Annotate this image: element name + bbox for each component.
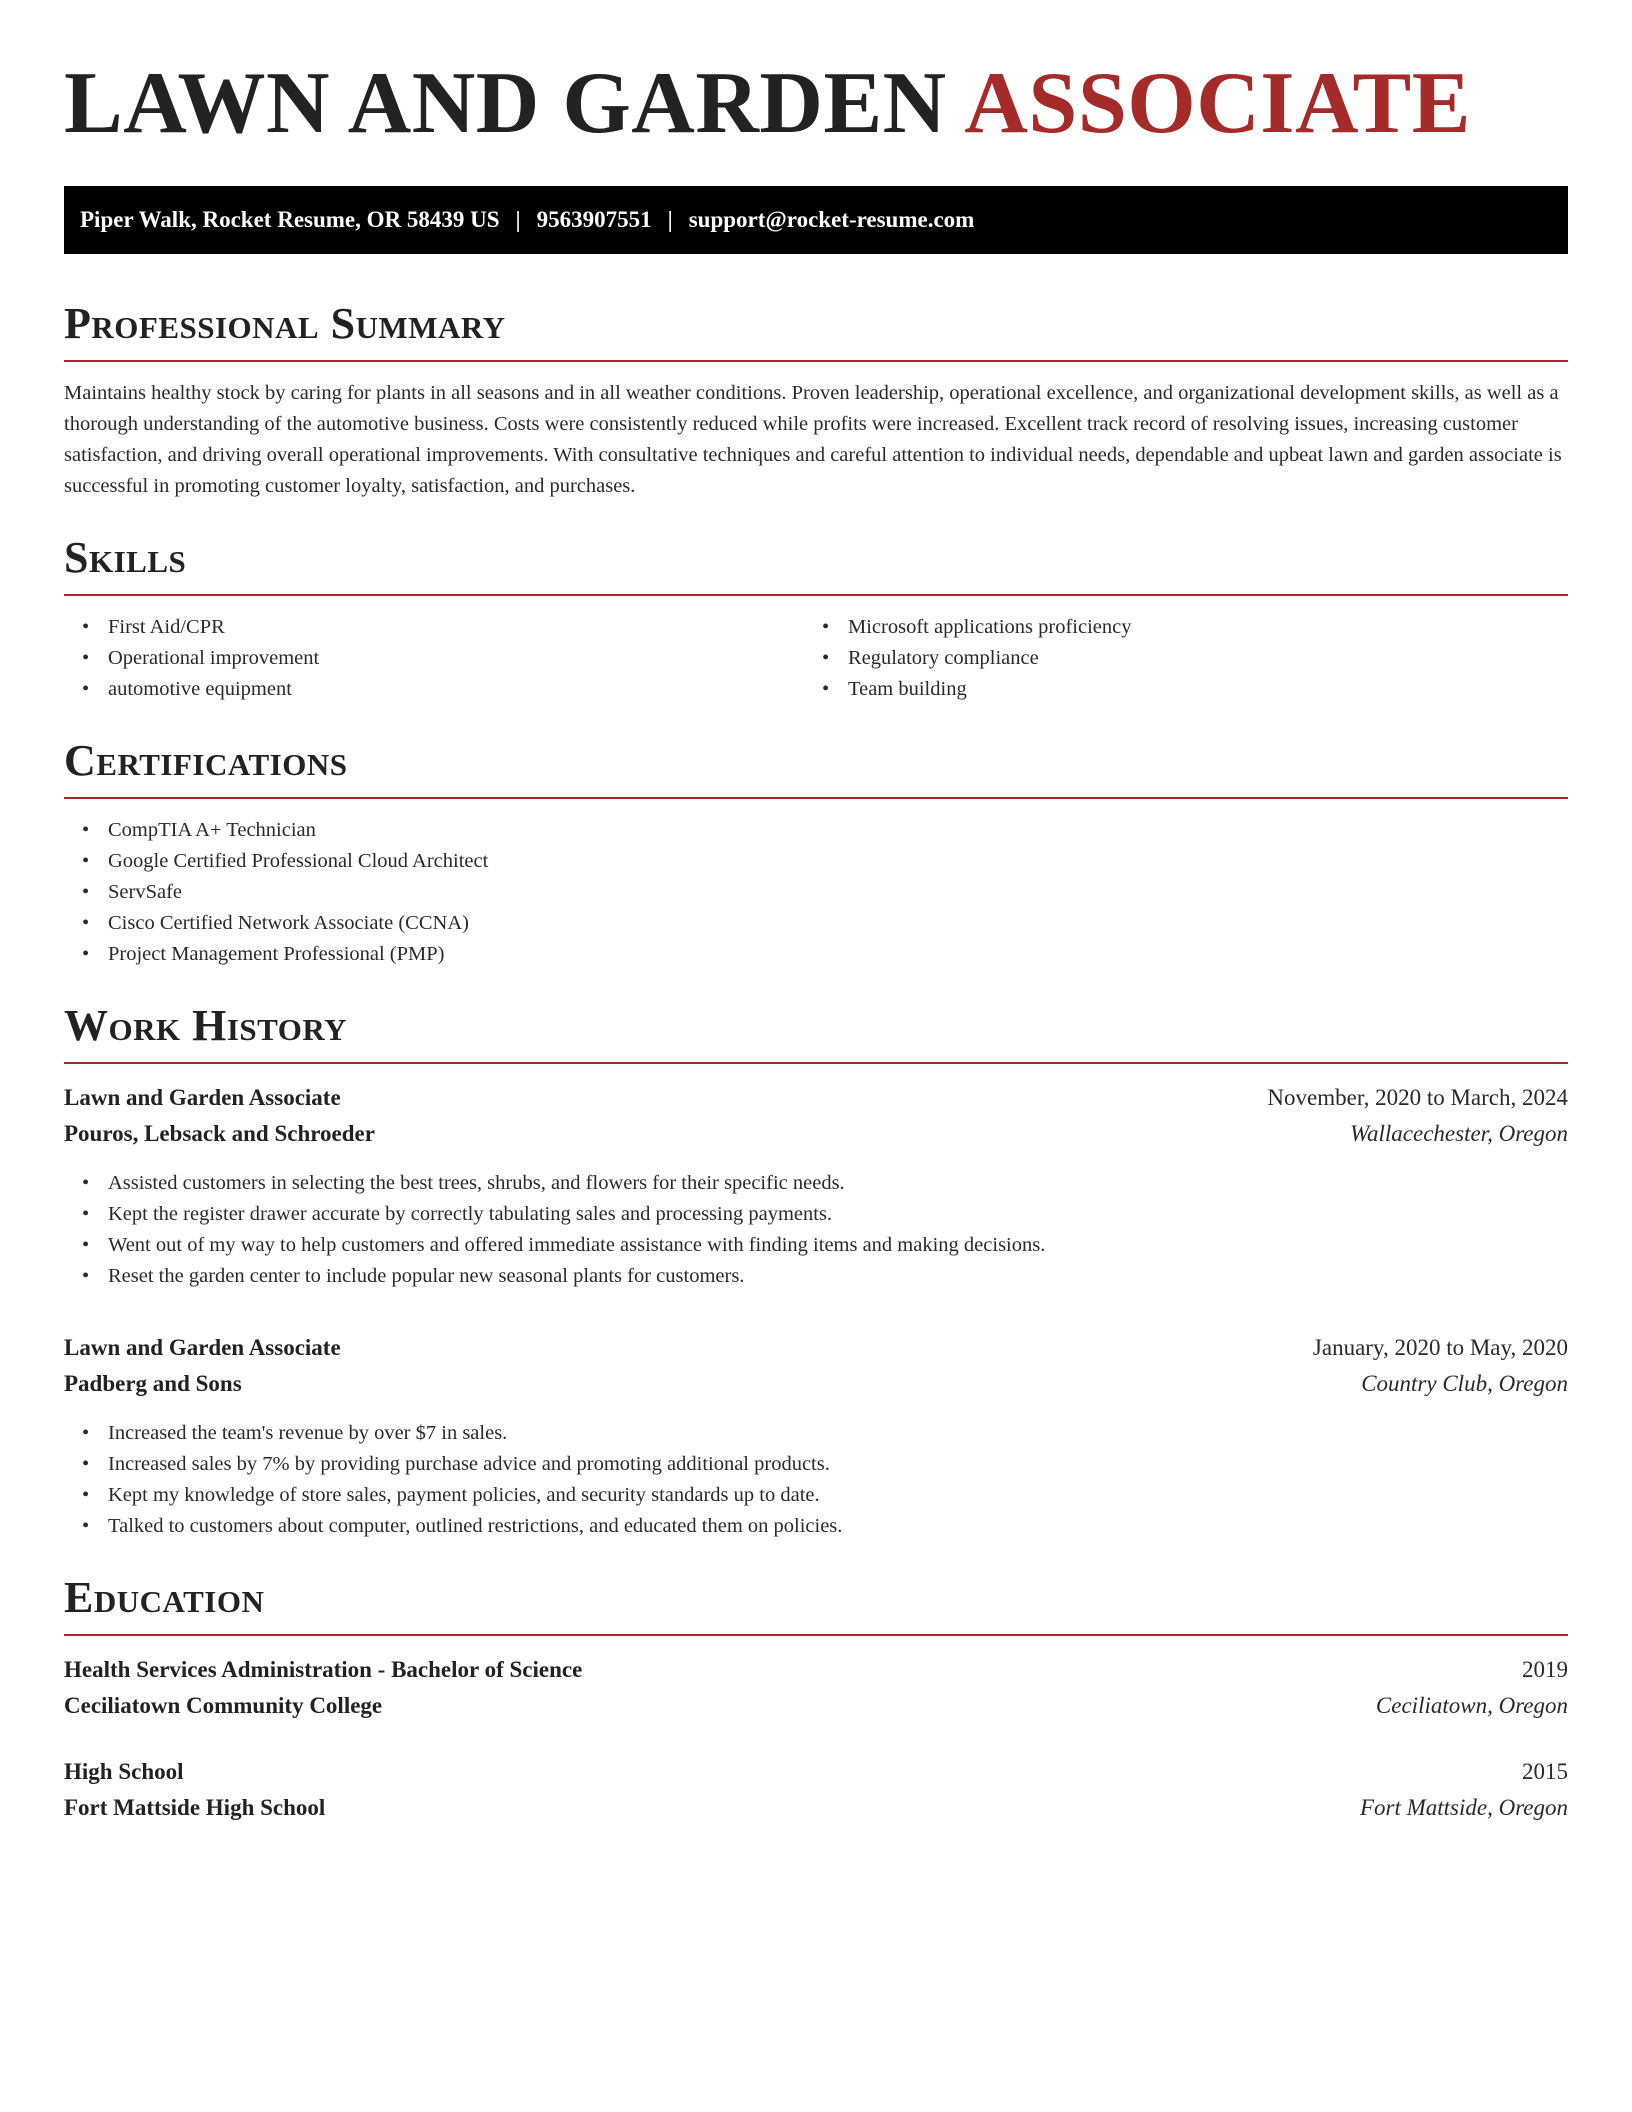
job-entry [64,1080,1568,1292]
bullet-icon: • [82,943,90,965]
section-divider [64,594,1568,596]
job-bullets [64,1418,1568,1542]
certification-label: Google Certified Professional Cloud Architect [108,850,489,872]
education-school-row [64,1790,1568,1826]
certification-item [64,877,1568,908]
job-bullet-text: Reset the garden center to include popular new seasonal plants for customers. [108,1265,745,1287]
bullet-icon: • [82,819,90,841]
certification-item [64,846,1568,877]
section-divider [64,1634,1568,1636]
section-divider [64,1062,1568,1064]
job-bullet [64,1199,1568,1230]
job-header-row [64,1080,1568,1116]
education-school: Ceciliatown Community College [64,1693,383,1718]
job-entry [64,1330,1568,1542]
resume-title [64,56,1568,152]
bullet-icon: • [82,1234,90,1256]
bullet-icon: • [822,616,830,638]
job-dates: January, 2020 to May, 2020 [1312,1335,1568,1360]
job-bullet [64,1511,1568,1542]
bullet-icon: • [82,647,90,669]
section-heading-skills: Skills [64,533,187,582]
job-bullet-text: Increased the team's revenue by over $7 in sales. [108,1422,508,1444]
skills-list-right [804,612,1544,705]
bullet-icon: • [82,1172,90,1194]
skill-item [64,674,804,705]
job-bullet-text: Kept my knowledge of store sales, payment policies, and security standards up to date. [108,1484,820,1506]
title-accent: ASSOCIATE [964,55,1471,152]
job-bullet-text: Assisted customers in selecting the best trees, shrubs, and flowers for their specific needs. [108,1172,845,1194]
certification-item [64,908,1568,939]
bullet-icon: • [82,1484,90,1506]
skill-label: First Aid/CPR [108,616,225,638]
bullet-icon: • [82,850,90,872]
skill-item [64,612,804,643]
skill-item [804,612,1544,643]
contact-email: support@rocket-resume.com [688,207,975,232]
bullet-icon: • [822,647,830,669]
certification-label: Cisco Certified Network Associate (CCNA) [108,912,469,934]
education-location: Ceciliatown, Oregon [1375,1693,1568,1718]
job-bullet-text: Increased sales by 7% by providing purchase advice and promoting additional products. [108,1453,830,1475]
skill-label: Team building [848,678,967,700]
section-divider [64,360,1568,362]
job-header-row [64,1330,1568,1366]
job-company: Padberg and Sons [64,1371,242,1396]
bullet-icon: • [82,1422,90,1444]
job-bullet-text: Went out of my way to help customers and offered immediate assistance with finding items and making decisions. [108,1234,1046,1256]
job-title: Lawn and Garden Associate [64,1335,341,1360]
bullet-icon: • [82,1515,90,1537]
certification-label: ServSafe [108,881,183,903]
section-divider [64,797,1568,799]
certification-item [64,939,1568,970]
job-location: Country Club, Oregon [1361,1371,1568,1396]
job-company: Pouros, Lebsack and Schroeder [64,1121,375,1146]
skill-label: Operational improvement [108,647,320,669]
skill-item [804,643,1544,674]
contact-address: Piper Walk, Rocket Resume, OR 58439 US [80,207,500,232]
skills-list-left [64,612,804,705]
job-bullet [64,1418,1568,1449]
contact-separator: | [515,207,521,232]
job-bullet-text: Kept the register drawer accurate by correctly tabulating sales and processing payments. [108,1203,833,1225]
bullet-icon: • [82,881,90,903]
bullet-icon: • [82,1265,90,1287]
education-entry [64,1754,1568,1826]
skills-grid [64,612,1568,705]
certifications-list [64,815,1568,970]
work-history-section [64,1000,1568,1542]
certification-label: Project Management Professional (PMP) [108,943,445,965]
section-heading-education: Education [64,1573,265,1622]
education-school: Fort Mattside High School [64,1795,326,1820]
certification-label: CompTIA A+ Technician [108,819,316,841]
bullet-icon: • [82,678,90,700]
bullet-icon: • [82,1203,90,1225]
education-school-row [64,1688,1568,1724]
job-company-row [64,1366,1568,1402]
job-bullet [64,1261,1568,1292]
section-heading-work-history: Work History [64,1001,348,1050]
education-entry [64,1652,1568,1724]
job-bullet [64,1168,1568,1199]
certifications-section [64,735,1568,970]
title-main: LAWN AND GARDEN [64,55,947,152]
summary-section [64,298,1568,502]
education-degree-row [64,1652,1568,1688]
section-heading-summary: Professional Summary [64,299,506,348]
education-degree-row [64,1754,1568,1790]
skill-label: Microsoft applications proficiency [848,616,1132,638]
education-section [64,1572,1568,1826]
education-location: Fort Mattside, Oregon [1359,1795,1568,1820]
job-dates: November, 2020 to March, 2024 [1267,1085,1568,1110]
bullet-icon: • [82,616,90,638]
job-company-row [64,1116,1568,1152]
contact-separator: | [667,207,673,232]
skill-item [804,674,1544,705]
job-bullet [64,1480,1568,1511]
bullet-icon: • [822,678,830,700]
job-title: Lawn and Garden Associate [64,1085,341,1110]
skill-item [64,643,804,674]
skill-label: Regulatory compliance [848,647,1039,669]
education-degree: High School [64,1759,184,1784]
education-year: 2015 [1522,1759,1568,1784]
summary-text: Maintains healthy stock by caring for plants in all seasons and in all weather conditions. Proven leadership, operational excellence, and organizational development skills, as well as a thorough understanding of the automotive business. Costs were consistently reduced while profits were increased. Excellent track record of resolving issues, increasing customer satisfaction, and driving overall operational improvements. With consultative techniques and careful attention to individual needs, dependable and upbeat lawn and garden associate is successful in promoting customer loyalty, satisfaction, and purchases. [64,382,1562,497]
bullet-icon: • [82,1453,90,1475]
contact-bar [64,186,1568,254]
certification-item [64,815,1568,846]
education-year: 2019 [1522,1657,1568,1682]
job-bullet [64,1230,1568,1261]
skill-label: automotive equipment [108,678,292,700]
education-degree: Health Services Administration - Bachelor of Science [64,1657,583,1682]
skills-section [64,532,1568,705]
job-bullet-text: Talked to customers about computer, outlined restrictions, and educated them on policies. [108,1515,843,1537]
bullet-icon: • [82,912,90,934]
job-bullet [64,1449,1568,1480]
contact-phone: 9563907551 [536,207,652,232]
job-bullets [64,1168,1568,1292]
job-location: Wallacechester, Oregon [1349,1121,1568,1146]
section-heading-certifications: Certifications [64,736,348,785]
